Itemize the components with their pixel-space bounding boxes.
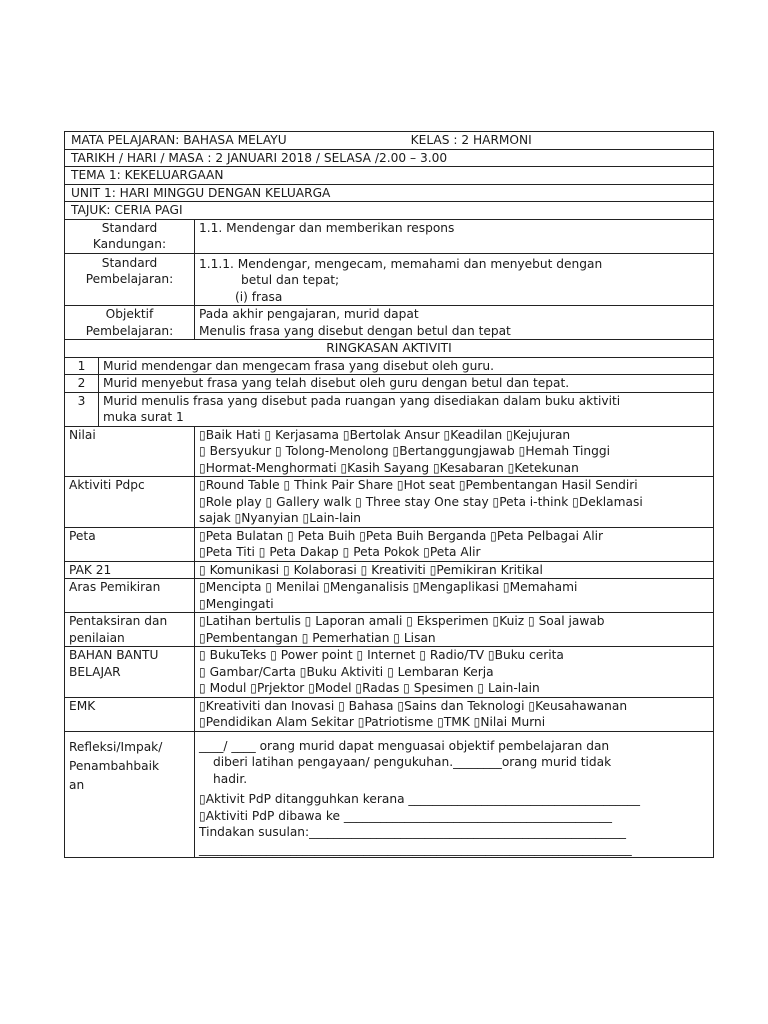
tema: TEMA 1: KEKELUARGAAN: [71, 168, 224, 182]
standard-kandungan-value: 1.1. Mendengar dan memberikan respons: [199, 220, 455, 235]
bahan-line-3: ▯ Modul ▯Prjektor ▯Model ▯Radas ▯ Spesimen ▯ Lain-lain: [199, 681, 540, 695]
row-mata-pelajaran: [65, 132, 714, 150]
standard-kandungan-label-2: Kandungan:: [92, 237, 167, 251]
refleksi-line-1: ____/ ____ orang murid dapat menguasai objektif pembelajaran dan: [199, 738, 610, 753]
pentaksiran-label-1: Pentaksiran dan: [69, 614, 168, 628]
standard-pembelajaran-label-1: Standard: [101, 255, 158, 270]
standard-pembelajaran-line-3: (i) frasa: [235, 289, 283, 304]
aras-line-1: ▯Mencipta ▯ Menilai ▯Menganalisis ▯Mengaplikasi ▯Memahami: [199, 580, 578, 594]
standard-pembelajaran-label-2: Pembelajaran:: [85, 272, 174, 286]
activity-number: 1: [77, 358, 86, 373]
refleksi-line-2: diberi latihan pengayaan/ pengukuhan.________orang murid tidak: [213, 755, 612, 769]
emk-label: EMK: [69, 698, 96, 713]
aras-label: Aras Pemikiran: [69, 580, 161, 594]
aktiviti-pdpc-line-3: sajak ▯Nyanyian ▯Lain-lain: [199, 511, 361, 525]
tajuk: TAJUK: CERIA PAGI: [71, 203, 183, 217]
standard-pembelajaran-line-1: 1.1.1. Mendengar, mengecam, memahami dan menyebut dengan: [199, 256, 603, 271]
objektif-label-2: Pembelajaran:: [85, 323, 174, 338]
row-nilai: [65, 426, 714, 477]
peta-label: Peta: [69, 528, 96, 543]
row-objektif: [65, 306, 714, 340]
activity-text-cont: muka surat 1: [103, 410, 184, 424]
activity-text: Murid mendengar dan mengecam frasa yang disebut oleh guru.: [103, 358, 495, 373]
row-refleksi: [65, 731, 714, 858]
nilai-line-1: ▯Baik Hati ▯ Kerjasama ▯Bertolak Ansur ▯Keadilan ▯Kejujuran: [199, 427, 571, 442]
row-tajuk: [65, 202, 714, 220]
pentaksiran-label-2: penilaian: [69, 630, 125, 645]
nilai-line-2: ▯ Bersyukur ▯ Tolong-Menolong ▯Bertanggungjawab ▯Hemah Tinggi: [199, 444, 610, 458]
activity-row: [65, 392, 714, 426]
row-ringkasan-title: [65, 340, 714, 358]
pentaksiran-line-2: ▯Pembentangan ▯ Pemerhatian ▯ Lisan: [199, 630, 436, 645]
nilai-label: Nilai: [69, 427, 96, 442]
aktiviti-pdpc-line-2: ▯Role play ▯ Gallery walk ▯ Three stay One stay ▯Peta i-think ▯Deklamasi: [199, 494, 643, 509]
objektif-line-2: Menulis frasa yang disebut dengan betul dan tepat: [199, 323, 511, 338]
peta-line-2: ▯Peta Titi ▯ Peta Dakap ▯ Peta Pokok ▯Peta Alir: [199, 545, 481, 559]
lesson-plan-sheet: [64, 131, 713, 858]
refleksi-line-6: Tindakan susulan:____________________________________________________: [199, 825, 627, 839]
activity-number: 3: [77, 393, 86, 408]
objektif-label-1: Objektif: [105, 307, 154, 321]
bahan-line-2: ▯ Gambar/Carta ▯Buku Aktiviti ▯ Lembaran Kerja: [199, 664, 494, 679]
mata-pelajaran: MATA PELAJARAN: BAHASA MELAYU: [71, 133, 287, 147]
row-tarikh: [65, 149, 714, 167]
row-pentaksiran: [65, 613, 714, 647]
row-standard-kandungan: [65, 219, 714, 253]
aktiviti-pdpc-label: Aktiviti Pdpc: [69, 478, 145, 492]
row-peta: [65, 527, 714, 561]
row-standard-pembelajaran: [65, 253, 714, 306]
refleksi-line-7: _______________________________________________________________________: [199, 841, 632, 856]
pentaksiran-line-1: ▯Latihan bertulis ▯ Laporan amali ▯ Eksperimen ▯Kuiz ▯ Soal jawab: [199, 614, 605, 628]
row-tema: [65, 167, 714, 185]
emk-line-1: ▯Kreativiti dan Inovasi ▯ Bahasa ▯Sains dan Teknologi ▯Keusahawanan: [199, 698, 628, 713]
bahan-line-1: ▯ BukuTeks ▯ Power point ▯ Internet ▯ Radio/TV ▯Buku cerita: [199, 648, 564, 662]
row-unit: [65, 184, 714, 202]
aktiviti-pdpc-line-1: ▯Round Table ▯ Think Pair Share ▯Hot seat ▯Pembentangan Hasil Sendiri: [199, 478, 638, 492]
refleksi-label-2: Penambahbaik: [69, 758, 160, 773]
unit: UNIT 1: HARI MINGGU DENGAN KELUARGA: [71, 185, 331, 200]
activity-text: Murid menulis frasa yang disebut pada ruangan yang disediakan dalam buku aktiviti: [103, 393, 621, 408]
tarikh: TARIKH / HARI / MASA : 2 JANUARI 2018 / SELASA /2.00 – 3.00: [71, 150, 448, 165]
activity-row: [65, 375, 714, 393]
row-pak21: [65, 561, 714, 579]
bahan-label-2: BELAJAR: [69, 664, 121, 679]
pak21-line-1: ▯ Komunikasi ▯ Kolaborasi ▯ Kreativiti ▯Pemikiran Kritikal: [199, 562, 543, 577]
peta-line-1: ▯Peta Bulatan ▯ Peta Buih ▯Peta Buih Berganda ▯Peta Pelbagai Alir: [199, 528, 604, 543]
refleksi-line-3: hadir.: [213, 771, 248, 786]
standard-pembelajaran-line-2: betul dan tepat;: [241, 273, 340, 287]
pak21-label: PAK 21: [69, 562, 112, 577]
emk-line-2: ▯Pendidikan Alam Sekitar ▯Patriotisme ▯TMK ▯Nilai Murni: [199, 715, 546, 729]
refleksi-label-3: an: [69, 777, 85, 792]
row-bahan-bantu: [65, 647, 714, 698]
aras-line-2: ▯Mengingati: [199, 596, 274, 611]
refleksi-line-5: ▯Aktiviti PdP dibawa ke ____________________________________________: [199, 808, 612, 823]
activity-number: 2: [77, 376, 86, 390]
lesson-plan-table: [64, 131, 714, 858]
activity-text: Murid menyebut frasa yang telah disebut oleh guru dengan betul dan tepat.: [103, 376, 570, 390]
refleksi-label-1: Refleksi/Impak/: [69, 739, 163, 754]
standard-kandungan-label-1: Standard: [101, 220, 158, 235]
bahan-label-1: BAHAN BANTU: [69, 648, 159, 662]
ringkasan-aktiviti-title: RINGKASAN AKTIVITI: [326, 341, 452, 355]
refleksi-line-4: ▯Aktivit PdP ditangguhkan kerana ______________________________________: [199, 792, 640, 806]
nilai-line-3: ▯Hormat-Menghormati ▯Kasih Sayang ▯Kesabaran ▯Ketekunan: [199, 460, 579, 475]
activity-row: [65, 357, 714, 375]
row-aktiviti-pdpc: [65, 477, 714, 528]
kelas: KELAS : 2 HARMONI: [410, 133, 532, 147]
row-emk: [65, 697, 714, 731]
objektif-line-1: Pada akhir pengajaran, murid dapat: [199, 307, 419, 321]
row-aras-pemikiran: [65, 579, 714, 613]
